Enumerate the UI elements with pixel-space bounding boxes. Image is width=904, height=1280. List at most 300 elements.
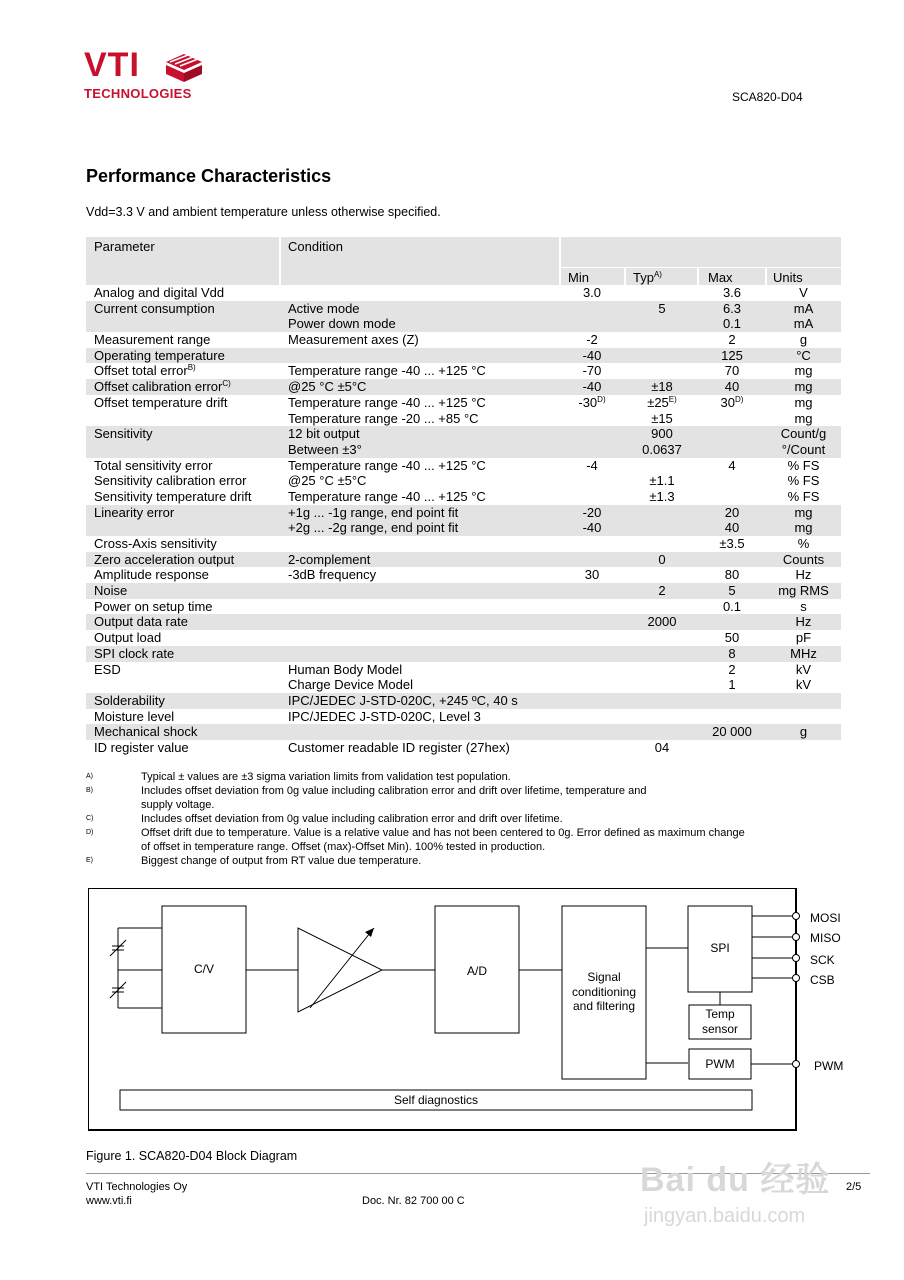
cell-parameter-text: SPI clock rate <box>94 645 175 661</box>
table-row <box>86 363 841 379</box>
cell-units <box>766 552 841 568</box>
cell-condition <box>288 316 396 332</box>
footnote-text: Includes offset deviation from 0g value including calibration error and drift over lifetime. <box>141 813 563 825</box>
cell-condition-text: Between ±3° <box>288 441 362 457</box>
cell-min <box>560 379 624 395</box>
cell-parameter-text: Sensitivity calibration error <box>94 473 247 489</box>
cell-units <box>766 316 841 332</box>
cell-parameter-text: Sensitivity <box>94 426 153 442</box>
cell-units-text: mA <box>793 316 814 332</box>
cell-condition <box>288 458 486 474</box>
cell-max-text: 80 <box>724 567 740 583</box>
cell-units <box>766 646 841 662</box>
cell-condition <box>288 567 376 583</box>
cell-condition <box>288 332 419 348</box>
cell-typ <box>626 426 698 442</box>
cell-condition <box>288 709 481 725</box>
pwm-block-label: PWM <box>705 1057 735 1071</box>
watermark <box>640 1152 830 1228</box>
pin-miso-icon <box>793 934 800 941</box>
cell-max <box>698 332 766 348</box>
cell-parameter <box>94 614 188 630</box>
cell-condition <box>288 505 458 521</box>
cell-max-text: 2 <box>728 661 736 677</box>
cell-typ-text: ±1.3 <box>649 488 675 504</box>
table-row <box>86 489 841 505</box>
table-row <box>86 567 841 583</box>
spi-label: SPI <box>710 941 730 955</box>
cell-max <box>698 520 766 536</box>
cell-max-text: 40 <box>724 379 740 395</box>
cell-min-text: -40 <box>582 347 602 363</box>
cell-condition-text: Temperature range -20 ... +85 °C <box>288 410 479 426</box>
cell-units-text: s <box>800 598 807 614</box>
temp-label-1: Temp <box>705 1007 735 1021</box>
cell-condition <box>288 395 486 411</box>
footnote-text: Biggest change of output from RT value due temperature. <box>141 855 422 867</box>
cell-typ-text: 0 <box>658 551 666 567</box>
footnote-text: Includes offset deviation from 0g value including calibration error and drift over lifetime, temperature and <box>141 785 647 797</box>
cell-max-text: 20 000 <box>712 724 752 740</box>
table-row <box>86 646 841 662</box>
cell-condition-text: Temperature range -40 ... +125 °C <box>288 363 486 379</box>
cell-units-text: Hz <box>795 614 812 630</box>
signal-label-3: and filtering <box>572 999 636 1013</box>
cell-units-text: MHz <box>790 645 817 661</box>
table-row <box>86 301 841 317</box>
cell-typ-text: 2000 <box>647 614 677 630</box>
cell-condition <box>288 301 360 317</box>
cell-units <box>766 536 841 552</box>
cell-max <box>698 677 766 693</box>
cell-max-text: 3.6 <box>722 285 742 300</box>
cell-units-text: kV <box>795 661 812 677</box>
cell-max-text: 6.3 <box>722 300 742 316</box>
cell-typ-text: 2 <box>658 583 666 599</box>
cell-min-text: 30 <box>584 567 600 583</box>
cell-units-text: V <box>799 285 808 300</box>
cell-units <box>766 599 841 615</box>
table-row <box>86 395 841 411</box>
cell-typ <box>626 395 698 411</box>
header-min: Min <box>568 270 589 285</box>
cell-max-note: D) <box>735 394 744 404</box>
intro-text: Vdd=3.3 V and ambient temperature unless otherwise specified. <box>86 205 441 219</box>
document-id: SCA820-D04 <box>732 90 803 104</box>
cell-units-text: Count/g <box>780 426 827 442</box>
cell-units-text: g <box>799 332 808 348</box>
cell-parameter-text: Measurement range <box>94 332 211 348</box>
logo-subtext: TECHNOLOGIES <box>84 86 192 101</box>
table-row <box>86 693 841 709</box>
footnote-mark: B) <box>86 787 93 794</box>
sensor-capacitor-icon <box>110 928 162 1008</box>
table-body <box>86 285 841 756</box>
cell-units <box>766 505 841 521</box>
cell-units <box>766 411 841 427</box>
cell-parameter <box>94 567 209 583</box>
header-typ <box>633 270 662 285</box>
cell-max-text: ±3.5 <box>719 536 745 551</box>
cell-units-text: mA <box>793 300 814 316</box>
cell-units-text: g <box>799 724 808 740</box>
cell-units-text: °/Count <box>781 441 826 457</box>
cell-units-text: % <box>797 536 810 551</box>
cell-min <box>560 567 624 583</box>
header-parameter: Parameter <box>94 239 155 254</box>
table-row <box>86 599 841 615</box>
footnote-text: Typical ± values are ±3 sigma variation limits from validation test population. <box>141 771 511 783</box>
cell-condition-text: Temperature range -40 ... +125 °C <box>288 394 486 410</box>
cell-units <box>766 662 841 678</box>
table-row <box>86 583 841 599</box>
cell-max <box>698 348 766 364</box>
footnote-text: supply voltage. <box>141 799 215 811</box>
pin-csb-label: CSB <box>810 973 835 987</box>
cell-parameter <box>94 552 234 568</box>
cell-condition-text: Charge Device Model <box>288 677 414 693</box>
cell-condition <box>288 411 479 427</box>
cell-parameter <box>94 363 196 379</box>
cell-parameter <box>94 348 225 364</box>
cell-condition <box>288 426 360 442</box>
cell-min-text: -40 <box>582 520 602 536</box>
table-row <box>86 348 841 364</box>
cell-condition-text: Active mode <box>288 300 360 316</box>
cell-condition <box>288 379 366 395</box>
figure-caption: Figure 1. SCA820-D04 Block Diagram <box>86 1149 298 1163</box>
cell-max <box>698 646 766 662</box>
cell-typ <box>626 614 698 630</box>
cell-min <box>560 505 624 521</box>
header-condition: Condition <box>288 239 343 254</box>
table-row <box>86 630 841 646</box>
cell-typ-text: 5 <box>658 300 666 316</box>
table-row <box>86 520 841 536</box>
cell-units-text: mg <box>794 394 813 410</box>
pin-mosi-label: MOSI <box>810 911 841 925</box>
cell-min <box>560 458 624 474</box>
cell-min-text: 3.0 <box>582 285 602 300</box>
cell-min-text: -70 <box>582 363 602 379</box>
cell-typ <box>626 379 698 395</box>
cell-units <box>766 520 841 536</box>
pin-sck-icon <box>793 955 800 962</box>
cell-max <box>698 724 766 740</box>
pin-miso-label: MISO <box>810 931 841 945</box>
cell-parameter-text: Noise <box>94 583 128 599</box>
cell-max <box>698 301 766 317</box>
table-row <box>86 458 841 474</box>
cell-typ-text: ±25 <box>647 394 669 410</box>
cell-parameter <box>94 583 127 599</box>
footer-doc-number: Doc. Nr. 82 700 00 C <box>362 1195 465 1207</box>
ad-label: A/D <box>466 964 488 978</box>
table-row <box>86 411 841 427</box>
cell-typ-text: ±15 <box>651 410 673 426</box>
cell-parameter <box>94 630 161 646</box>
cell-parameter-text: Amplitude response <box>94 567 209 583</box>
cell-condition <box>288 677 413 693</box>
cell-parameter <box>94 724 197 740</box>
cell-condition <box>288 552 370 568</box>
cell-typ-text: 900 <box>651 426 673 442</box>
cell-units <box>766 458 841 474</box>
cell-condition-text: Measurement axes (Z) <box>288 332 419 348</box>
watermark-url: jingyan.baidu.com <box>644 1205 806 1227</box>
pin-csb-icon <box>793 975 800 982</box>
cell-units <box>766 426 841 442</box>
cell-min-note: D) <box>597 394 606 404</box>
table-row <box>86 332 841 348</box>
header-typ-label: Typ <box>633 270 654 285</box>
table-row <box>86 536 841 552</box>
cell-typ <box>626 489 698 505</box>
cell-units-text: mg <box>794 379 813 395</box>
cell-parameter <box>94 395 227 411</box>
pin-mosi-icon <box>793 913 800 920</box>
table-row <box>86 677 841 693</box>
table-row <box>86 740 841 756</box>
cell-units-text: °C <box>796 347 811 363</box>
cell-units <box>766 677 841 693</box>
cell-parameter <box>94 646 174 662</box>
footnote-mark: E) <box>86 857 93 864</box>
temp-label-2: sensor <box>701 1022 739 1036</box>
cell-max-text: 1 <box>728 677 736 693</box>
cell-max-text: 20 <box>724 504 740 520</box>
cell-units <box>766 630 841 646</box>
cell-units <box>766 489 841 505</box>
cell-condition-text: @25 °C ±5°C <box>288 473 367 489</box>
cell-parameter-text: Analog and digital Vdd <box>94 285 225 300</box>
cell-units <box>766 614 841 630</box>
cell-min <box>560 348 624 364</box>
logo-cube-icon <box>162 52 206 84</box>
cell-parameter-text: Zero acceleration output <box>94 551 235 567</box>
footer-url[interactable]: www.vti.fi <box>86 1195 132 1207</box>
table-row <box>86 724 841 740</box>
cell-condition <box>288 473 366 489</box>
table-header <box>86 237 841 285</box>
cell-typ <box>626 552 698 568</box>
footer-page-number: 2/5 <box>846 1181 862 1193</box>
cell-condition-text: Power down mode <box>288 316 396 332</box>
cell-units <box>766 442 841 458</box>
cell-condition-text: IPC/JEDEC J-STD-020C, Level 3 <box>288 708 481 724</box>
cell-units-text: Hz <box>795 567 812 583</box>
cell-parameter <box>94 536 217 552</box>
cell-max-text: 50 <box>724 630 740 646</box>
watermark-brand: Bai du 经验 <box>640 1161 831 1199</box>
cell-parameter-text: ID register value <box>94 739 189 755</box>
cell-max-text: 2 <box>728 332 736 348</box>
cell-typ <box>626 583 698 599</box>
self-diagnostics-label: Self diagnostics <box>393 1093 479 1107</box>
cell-parameter <box>94 301 215 317</box>
cell-max-text: 4 <box>728 457 736 473</box>
cell-typ-text: ±1.1 <box>649 473 675 489</box>
table-row <box>86 552 841 568</box>
cell-parameter-text: Offset calibration error <box>94 379 223 395</box>
cell-typ-text: 04 <box>654 739 670 755</box>
cell-units-text: % FS <box>787 473 820 489</box>
cell-units <box>766 285 841 301</box>
cell-units <box>766 348 841 364</box>
pin-pwm-label: PWM <box>814 1059 844 1073</box>
cell-parameter <box>94 379 231 395</box>
cell-parameter-text: Mechanical shock <box>94 724 198 740</box>
cell-min-text: -30 <box>578 394 598 410</box>
cell-min <box>560 363 624 379</box>
cell-units-text: mg <box>794 504 813 520</box>
table-row <box>86 426 841 442</box>
block-diagram <box>88 888 868 1138</box>
cell-condition <box>288 520 458 536</box>
cell-min-text: -40 <box>582 379 602 395</box>
cell-parameter-text: Offset temperature drift <box>94 394 228 410</box>
cell-max <box>698 662 766 678</box>
cell-parameter-text: Sensitivity temperature drift <box>94 488 252 504</box>
cell-condition <box>288 662 402 678</box>
cell-parameter-note: C) <box>222 379 231 389</box>
footnote-mark: C) <box>86 815 94 822</box>
cell-condition-text: 12 bit output <box>288 426 360 442</box>
cell-parameter <box>94 693 165 709</box>
cell-parameter-text: Cross-Axis sensitivity <box>94 536 217 551</box>
cell-units <box>766 567 841 583</box>
cell-parameter <box>94 740 189 756</box>
cell-parameter-text: ESD <box>94 661 121 677</box>
cell-condition-text: Human Body Model <box>288 661 403 677</box>
cell-condition <box>288 740 510 756</box>
cell-parameter <box>94 426 153 442</box>
cell-max-text: 30 <box>720 394 735 410</box>
footnote-text: of offset in temperature range. Offset (max)-Offset Min). 100% tested in production. <box>141 841 546 853</box>
cell-max <box>698 395 766 411</box>
cell-units <box>766 379 841 395</box>
table-row <box>86 709 841 725</box>
table-row <box>86 473 841 489</box>
table-row <box>86 379 841 395</box>
cell-condition <box>288 489 486 505</box>
cell-units-text: pF <box>795 630 812 646</box>
cell-max <box>698 316 766 332</box>
cell-condition-text: -3dB frequency <box>288 567 377 583</box>
cell-parameter-text: Solderability <box>94 692 165 708</box>
cell-units-text: mg <box>794 520 813 536</box>
cell-parameter-text: Total sensitivity error <box>94 457 213 473</box>
cell-parameter-text: Current consumption <box>94 300 215 316</box>
cell-min-text: -20 <box>582 504 602 520</box>
table-row <box>86 316 841 332</box>
cell-max-text: 125 <box>721 347 743 363</box>
cell-max <box>698 630 766 646</box>
footer-company: VTI Technologies Oy <box>86 1181 188 1193</box>
cell-condition-text: 2-complement <box>288 551 371 567</box>
cell-parameter <box>94 599 213 615</box>
cell-max <box>698 567 766 583</box>
signal-label-1: Signal <box>587 970 621 984</box>
cell-units <box>766 363 841 379</box>
cell-units <box>766 473 841 489</box>
page-title: Performance Characteristics <box>86 166 332 186</box>
cell-parameter <box>94 332 210 348</box>
cell-units-text: mg <box>794 410 813 426</box>
cell-parameter <box>94 458 212 474</box>
cell-units-text: % FS <box>787 457 820 473</box>
cell-min <box>560 395 624 411</box>
cell-units-text: % FS <box>787 488 820 504</box>
cell-parameter-note: B) <box>187 363 196 373</box>
cell-condition-text: +1g ... -1g range, end point fit <box>288 504 459 520</box>
cell-parameter <box>94 489 252 505</box>
cell-min-text: -2 <box>586 332 598 348</box>
cell-condition-text: IPC/JEDEC J-STD-020C, +245 ºC, 40 s <box>288 692 518 708</box>
cell-max <box>698 583 766 599</box>
cell-typ-text: ±18 <box>651 379 673 395</box>
table-row <box>86 505 841 521</box>
cv-label: C/V <box>193 962 215 976</box>
cell-parameter <box>94 709 174 725</box>
cell-parameter-text: Power on setup time <box>94 598 213 614</box>
footnote-mark: A) <box>86 773 93 780</box>
cell-max <box>698 363 766 379</box>
cell-units-text: mg RMS <box>778 583 829 599</box>
header-max: Max <box>708 270 733 285</box>
footnote-text: Offset drift due to temperature. Value is a relative value and has not been centered to 0g. Error defined as maximum change <box>141 827 745 839</box>
signal-label-2: conditioning <box>571 985 637 999</box>
cell-max <box>698 379 766 395</box>
cell-condition-text: Temperature range -40 ... +125 °C <box>288 457 486 473</box>
cell-typ <box>626 740 698 756</box>
table-row <box>86 614 841 630</box>
cell-typ <box>626 411 698 427</box>
table-row <box>86 662 841 678</box>
cell-max <box>698 505 766 521</box>
cell-parameter <box>94 473 246 489</box>
header-typ-note: A) <box>653 270 662 279</box>
cell-min <box>560 332 624 348</box>
cell-max-text: 5 <box>728 583 736 599</box>
cell-units-text: kV <box>795 677 812 693</box>
cell-min <box>560 520 624 536</box>
cell-typ <box>626 442 698 458</box>
cell-min-text: -4 <box>586 457 598 473</box>
cell-typ <box>626 301 698 317</box>
cell-max <box>698 536 766 552</box>
pin-sck-label: SCK <box>810 953 835 967</box>
cell-units-text: mg <box>794 363 813 379</box>
cell-condition-text: @25 °C ±5°C <box>288 379 367 395</box>
cell-max-text: 8 <box>728 645 736 661</box>
cell-parameter-text: Operating temperature <box>94 347 225 363</box>
cell-condition <box>288 693 518 709</box>
cell-condition-text: +2g ... -2g range, end point fit <box>288 520 459 536</box>
cell-condition <box>288 442 362 458</box>
cell-condition-text: Temperature range -40 ... +125 °C <box>288 488 486 504</box>
cell-condition-text: Customer readable ID register (27hex) <box>288 739 510 755</box>
cell-max-text: 70 <box>724 363 740 379</box>
cell-parameter-text: Output load <box>94 630 162 646</box>
cell-parameter <box>94 662 121 678</box>
cell-parameter-text: Output data rate <box>94 614 188 630</box>
cell-parameter <box>94 285 224 301</box>
adjustable-gain-arrow-icon <box>310 928 374 1008</box>
cell-max <box>698 458 766 474</box>
cell-max-text: 40 <box>724 520 740 536</box>
cell-max <box>698 285 766 301</box>
